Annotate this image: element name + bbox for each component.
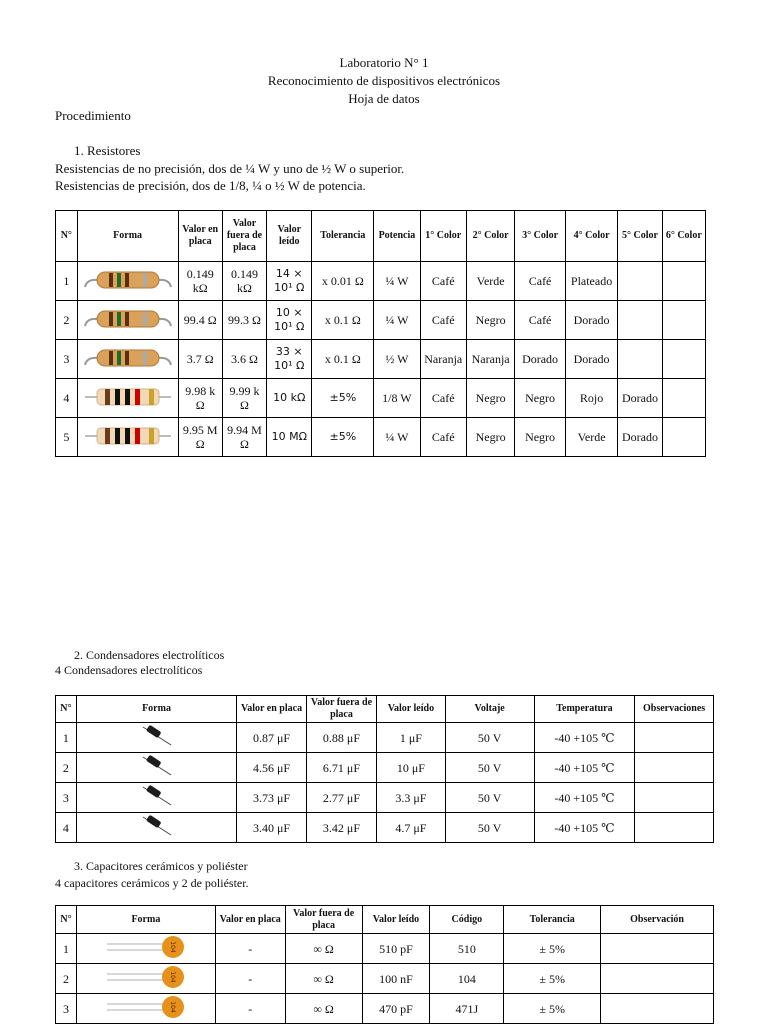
table-row (56, 262, 706, 301)
table-row (56, 813, 714, 843)
color-2: Negro (466, 301, 514, 340)
table-row (56, 994, 714, 1024)
row-shape (77, 418, 178, 457)
section2-desc: 4 Condensadores electrolíticos (55, 663, 203, 677)
resistors-header-row (56, 211, 706, 262)
col-header: Voltaje (445, 696, 534, 723)
col-header: Valor fuera de placa (306, 696, 376, 723)
table-row (56, 783, 714, 813)
col-header: Forma (76, 696, 237, 723)
resistor-icon (83, 304, 173, 334)
col-header: Potencia (374, 211, 420, 262)
color-3: Dorado (515, 340, 565, 379)
valor-leido: 4.7 μF (377, 813, 445, 843)
col-header: Valor fuera de placa (222, 211, 266, 262)
valor-en-placa: 3.73 μF (237, 783, 306, 813)
precision-resistor-icon (83, 421, 173, 451)
section1-heading: 1. Resistores (74, 143, 141, 158)
potencia: ½ W (374, 340, 420, 379)
row-shape (77, 262, 178, 301)
color-6 (662, 418, 705, 457)
color-4: Dorado (565, 301, 618, 340)
col-header: Valor en placa (215, 906, 285, 934)
col-header: Valor leído (362, 906, 430, 934)
observacion (601, 994, 714, 1024)
row-shape (76, 934, 215, 964)
temperatura: -40 +105 ℃ (534, 783, 635, 813)
col-header: Valor fuera de placa (285, 906, 362, 934)
valor-en-placa: 99.4 Ω (178, 301, 222, 340)
col-header: Código (430, 906, 504, 934)
row-shape (76, 994, 215, 1024)
valor-leido: 10 × 10¹ Ω (267, 301, 312, 340)
codigo: 104 (430, 964, 504, 994)
col-header: Observación (601, 906, 714, 934)
codigo: 510 (430, 934, 504, 964)
valor-fuera-de-placa: 99.3 Ω (222, 301, 266, 340)
procedure-label: Procedimiento (55, 108, 131, 123)
valor-fuera-de-placa: 9.94 M Ω (222, 418, 266, 457)
row-shape (77, 379, 178, 418)
valor-en-placa: 9.98 k Ω (178, 379, 222, 418)
row-number: 2 (56, 964, 77, 994)
valor-en-placa: 3.7 Ω (178, 340, 222, 379)
table-row (56, 723, 714, 753)
valor-leido: 510 pF (362, 934, 430, 964)
ceramic-capacitor-icon (105, 995, 187, 1019)
row-number: 3 (56, 340, 78, 379)
electrolytic-table (55, 695, 714, 843)
temperatura: -40 +105 ℃ (534, 753, 635, 783)
tolerancia: ±5% (312, 379, 374, 418)
color-1: Café (420, 418, 466, 457)
color-3: Café (515, 262, 565, 301)
color-6 (662, 340, 705, 379)
tolerancia: ± 5% (504, 994, 601, 1024)
row-number: 1 (56, 262, 78, 301)
table-row (56, 379, 706, 418)
col-header: 4° Color (565, 211, 618, 262)
voltaje: 50 V (445, 783, 534, 813)
col-header: 3° Color (515, 211, 565, 262)
valor-en-placa: - (215, 964, 285, 994)
ceramic-header-row (56, 906, 714, 934)
capacitor-marking: 104 (168, 941, 176, 953)
section3-heading: 3. Capacitores cerámicos y poliéster (74, 859, 248, 873)
row-shape (76, 964, 215, 994)
doc-title-line-3: Hoja de datos (348, 91, 420, 106)
col-header: N° (56, 906, 77, 934)
section3-desc: 4 capacitores cerámicos y 2 de poliéster. (55, 876, 249, 890)
row-shape (76, 813, 237, 843)
valor-leido: 3.3 μF (377, 783, 445, 813)
tolerancia: ±5% (312, 418, 374, 457)
valor-leido: 10 kΩ (267, 379, 312, 418)
row-number: 2 (56, 753, 77, 783)
valor-fuera-de-placa: 9.99 k Ω (222, 379, 266, 418)
electrolytic-capacitor-icon (139, 813, 175, 839)
valor-leido: 470 pF (362, 994, 430, 1024)
valor-fuera-de-placa: 2.77 μF (306, 783, 376, 813)
voltaje: 50 V (445, 753, 534, 783)
valor-en-placa: 0.149 kΩ (178, 262, 222, 301)
electrolytic-capacitor-icon (139, 753, 175, 779)
color-2: Verde (466, 262, 514, 301)
capacitor-marking: 104 (168, 1001, 176, 1013)
observaciones (635, 783, 714, 813)
valor-en-placa: - (215, 934, 285, 964)
col-header: Forma (77, 211, 178, 262)
voltaje: 50 V (445, 723, 534, 753)
col-header: Valor leído (267, 211, 312, 262)
valor-en-placa: 0.87 μF (237, 723, 306, 753)
resistor-icon (83, 265, 173, 295)
section1-desc-2: Resistencias de precisión, dos de 1/8, ¼ o ½ W de potencia. (55, 178, 366, 193)
row-shape (77, 301, 178, 340)
table-row (56, 340, 706, 379)
valor-leido: 10 μF (377, 753, 445, 783)
color-4: Verde (565, 418, 618, 457)
capacitor-marking: 104 (168, 971, 176, 983)
ceramic-capacitor-icon (105, 935, 187, 959)
valor-en-placa: - (215, 994, 285, 1024)
row-shape (76, 723, 237, 753)
row-number: 1 (56, 723, 77, 753)
valor-fuera-de-placa: ∞ Ω (285, 934, 362, 964)
valor-en-placa: 9.95 M Ω (178, 418, 222, 457)
tolerancia: x 0.1 Ω (312, 340, 374, 379)
row-number: 5 (56, 418, 78, 457)
tolerancia: x 0.1 Ω (312, 301, 374, 340)
resistors-table (55, 210, 706, 457)
color-5: Dorado (618, 418, 662, 457)
col-header: 5° Color (618, 211, 662, 262)
codigo: 471J (430, 994, 504, 1024)
row-number: 4 (56, 813, 77, 843)
col-header: Tolerancia (312, 211, 374, 262)
color-5 (618, 301, 662, 340)
table-row (56, 964, 714, 994)
valor-en-placa: 3.40 μF (237, 813, 306, 843)
col-header: Valor leído (377, 696, 445, 723)
row-number: 4 (56, 379, 78, 418)
resistor-icon (83, 343, 173, 373)
row-shape (76, 783, 237, 813)
voltaje: 50 V (445, 813, 534, 843)
potencia: ¼ W (374, 262, 420, 301)
col-header: 6° Color (662, 211, 705, 262)
valor-fuera-de-placa: 3.42 μF (306, 813, 376, 843)
electrolytic-capacitor-icon (139, 783, 175, 809)
color-5: Dorado (618, 379, 662, 418)
color-1: Café (420, 262, 466, 301)
valor-fuera-de-placa: 0.149 kΩ (222, 262, 266, 301)
color-2: Negro (466, 418, 514, 457)
col-header: N° (56, 696, 77, 723)
col-header: Observaciones (635, 696, 714, 723)
table-row (56, 301, 706, 340)
tolerancia: ± 5% (504, 964, 601, 994)
col-header: 1° Color (420, 211, 466, 262)
doc-title-line-1: Laboratorio N° 1 (339, 55, 429, 70)
row-shape (76, 753, 237, 783)
row-number: 1 (56, 934, 77, 964)
potencia: ¼ W (374, 418, 420, 457)
valor-en-placa: 4.56 μF (237, 753, 306, 783)
color-6 (662, 379, 705, 418)
temperatura: -40 +105 ℃ (534, 723, 635, 753)
valor-leido: 33 × 10¹ Ω (267, 340, 312, 379)
observacion (601, 964, 714, 994)
color-3: Negro (515, 379, 565, 418)
table-row (56, 418, 706, 457)
color-6 (662, 262, 705, 301)
row-number: 3 (56, 994, 77, 1024)
precision-resistor-icon (83, 382, 173, 412)
col-header: Forma (76, 906, 215, 934)
section2-heading: 2. Condensadores electrolíticos (74, 648, 225, 662)
tolerancia: x 0.01 Ω (312, 262, 374, 301)
observaciones (635, 723, 714, 753)
color-4: Plateado (565, 262, 618, 301)
col-header: 2° Color (466, 211, 514, 262)
col-header: Tolerancia (504, 906, 601, 934)
color-2: Naranja (466, 340, 514, 379)
valor-fuera-de-placa: ∞ Ω (285, 964, 362, 994)
color-2: Negro (466, 379, 514, 418)
valor-fuera-de-placa: 6.71 μF (306, 753, 376, 783)
color-4: Dorado (565, 340, 618, 379)
observaciones (635, 813, 714, 843)
tolerancia: ± 5% (504, 934, 601, 964)
row-number: 2 (56, 301, 78, 340)
color-6 (662, 301, 705, 340)
doc-title-line-2: Reconocimiento de dispositivos electrónicos (267, 73, 501, 88)
temperatura: -40 +105 ℃ (534, 813, 635, 843)
row-shape (77, 340, 178, 379)
electrolytic-header-row (56, 696, 714, 723)
valor-leido: 100 nF (362, 964, 430, 994)
table-row (56, 934, 714, 964)
valor-fuera-de-placa: 0.88 μF (306, 723, 376, 753)
section1-desc-1: Resistencias de no precisión, dos de ¼ W y uno de ½ W o superior. (55, 161, 405, 176)
color-1: Naranja (420, 340, 466, 379)
electrolytic-capacitor-icon (139, 723, 175, 749)
color-1: Café (420, 379, 466, 418)
row-number: 3 (56, 783, 77, 813)
valor-leido: 10 MΩ (267, 418, 312, 457)
color-4: Rojo (565, 379, 618, 418)
ceramic-table (55, 905, 714, 1024)
potencia: ¼ W (374, 301, 420, 340)
potencia: 1/8 W (374, 379, 420, 418)
color-3: Café (515, 301, 565, 340)
col-header: N° (56, 211, 78, 262)
col-header: Temperatura (534, 696, 635, 723)
color-1: Café (420, 301, 466, 340)
col-header: Valor en placa (178, 211, 222, 262)
observacion (601, 934, 714, 964)
observaciones (635, 753, 714, 783)
table-row (56, 753, 714, 783)
valor-leido: 14 × 10¹ Ω (267, 262, 312, 301)
valor-fuera-de-placa: 3.6 Ω (222, 340, 266, 379)
col-header: Valor en placa (237, 696, 306, 723)
valor-fuera-de-placa: ∞ Ω (285, 994, 362, 1024)
valor-leido: 1 μF (377, 723, 445, 753)
color-3: Negro (515, 418, 565, 457)
ceramic-capacitor-icon (105, 965, 187, 989)
color-5 (618, 262, 662, 301)
color-5 (618, 340, 662, 379)
